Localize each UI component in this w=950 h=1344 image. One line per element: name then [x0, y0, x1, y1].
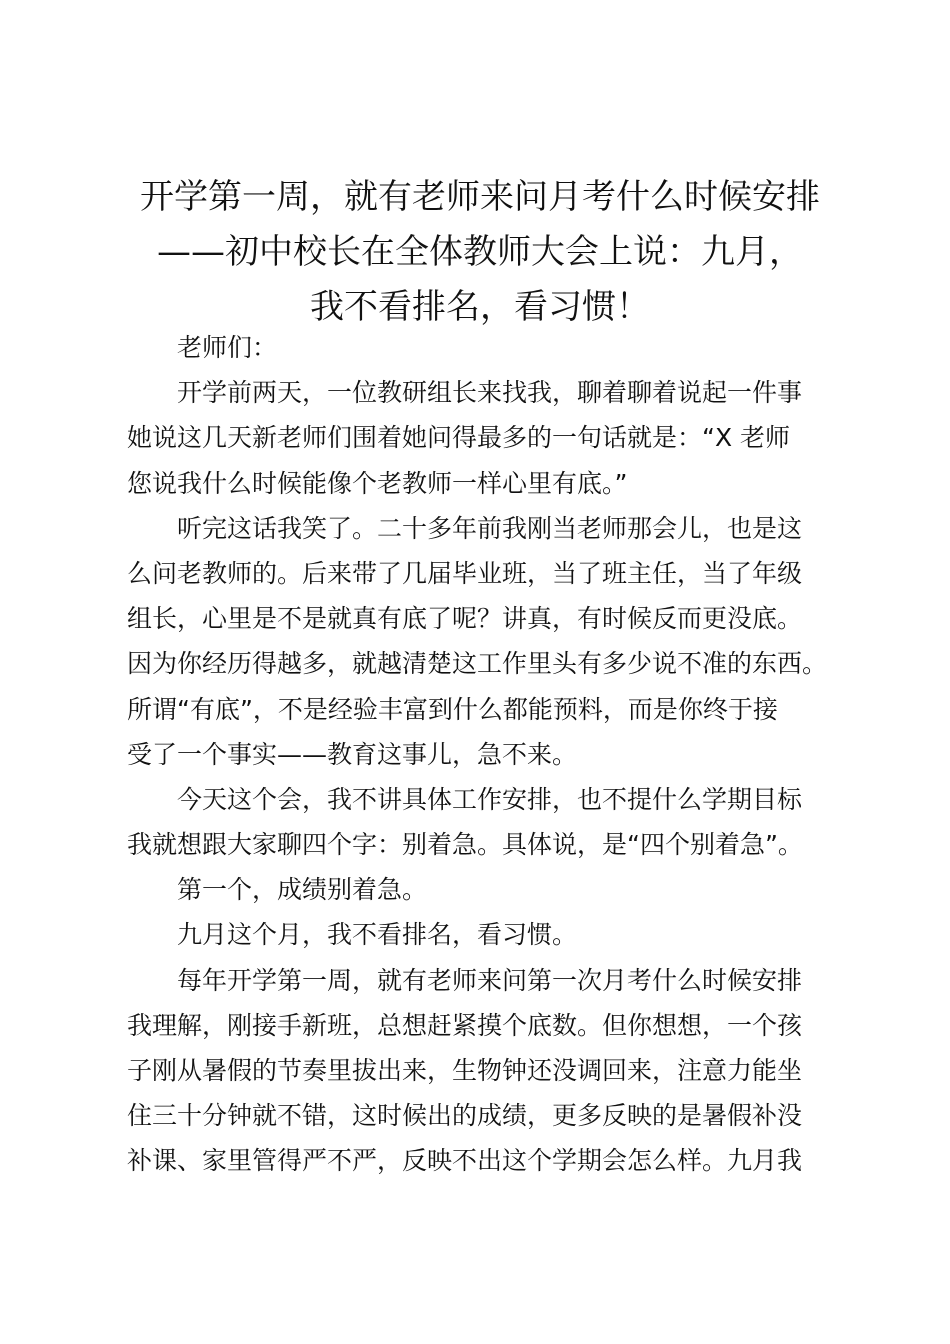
paragraph-line: 开学前两天，一位教研组长来找我，聊着聊着说起一件事 — [177, 378, 803, 408]
title-line-1: 开学第一周，就有老师来问月考什么时候安排 — [140, 177, 820, 217]
paragraph-line: 住三十分钟就不错，这时候出的成绩，更多反映的是暑假补没 — [127, 1101, 803, 1131]
document-body — [127, 325, 847, 1184]
title-line-3: 我不看排名，看习惯！ — [310, 287, 650, 327]
paragraph-line: 子刚从暑假的节奏里拔出来，生物钟还没调回来，注意力能坐 — [127, 1056, 803, 1085]
paragraph-line: 每年开学第一周，就有老师来问第一次月考什么时候安排 — [177, 965, 803, 995]
paragraph-line: 我就想跟大家聊四个字：别着急。具体说，是“四个别着急”。 — [127, 830, 803, 860]
paragraph-line: 受了一个事实——教育这事儿，急不来。 — [127, 739, 578, 769]
paragraph-line: 么问老教师的。后来带了几届毕业班，当了班主任，当了年级 — [127, 558, 803, 588]
section-heading: 第一个，成绩别着急。 — [177, 875, 428, 905]
paragraph-line: 您说我什么时候能像个老教师一样心里有底。” — [127, 468, 628, 498]
paragraph-line: 补课、家里管得严不严，反映不出这个学期会怎么样。九月我 — [127, 1146, 803, 1176]
paragraph-line: 听完这话我笑了。二十多年前我刚当老师那会儿，也是这 — [177, 513, 803, 543]
paragraph-line: 她说这几天新老师们围着她问得最多的一句话就是：“X 老师 — [127, 423, 791, 453]
section-subheading: 九月这个月，我不看排名，看习惯。 — [177, 920, 578, 950]
document-title — [110, 170, 850, 335]
paragraph-line: 因为你经历得越多，就越清楚这工作里头有多少说不准的东西。 — [127, 649, 828, 679]
paragraph-line: 所谓“有底”，不是经验丰富到什么都能预料，而是你终于接 — [127, 694, 778, 724]
salutation: 老师们： — [177, 333, 278, 362]
paragraph-line: 今天这个会，我不讲具体工作安排，也不提什么学期目标 — [177, 784, 803, 814]
paragraph-line: 我理解，刚接手新班，总想赶紧摸个底数。但你想想，一个孩 — [127, 1010, 803, 1040]
paragraph-line: 组长，心里是不是就真有底了呢？讲真，有时候反而更没底。 — [127, 604, 803, 634]
title-line-2: ——初中校长在全体教师大会上说：九月， — [157, 232, 803, 272]
